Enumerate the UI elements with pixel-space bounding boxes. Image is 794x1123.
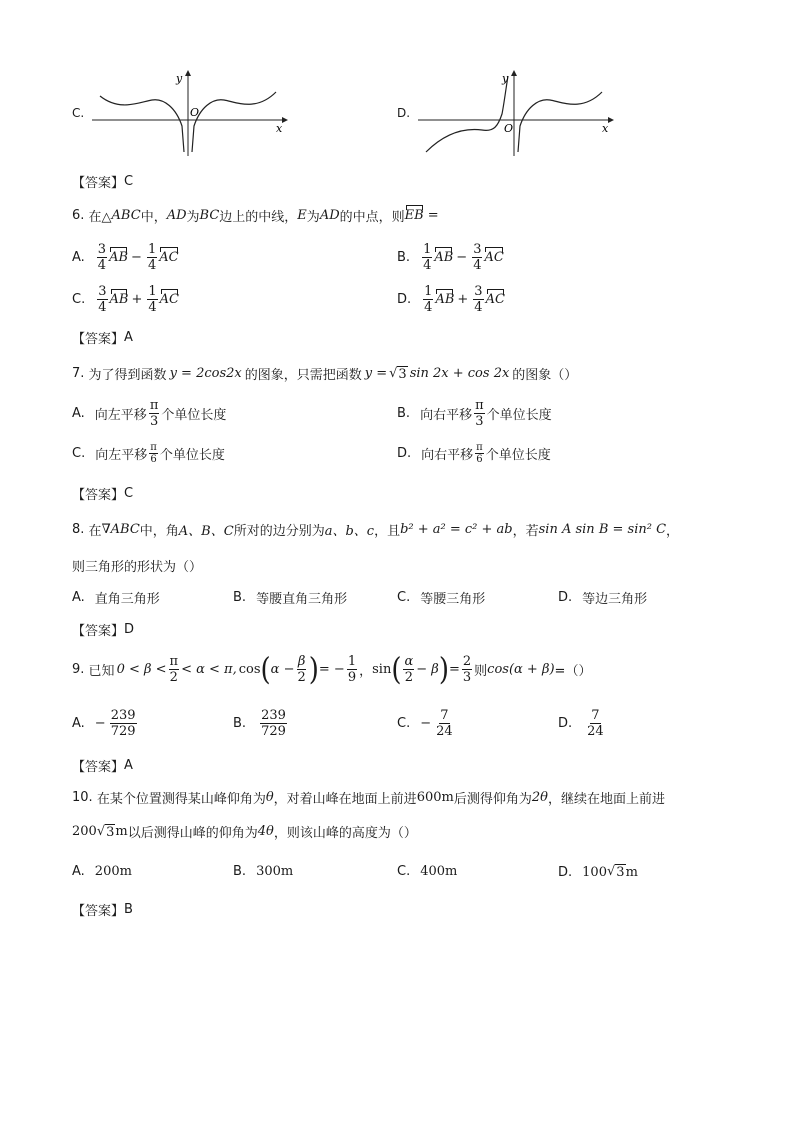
q10-unit: m bbox=[115, 824, 128, 839]
option-sqrt: √ 3 bbox=[606, 864, 625, 880]
frac-den: 6 bbox=[476, 454, 483, 465]
option-vector: AC bbox=[159, 292, 179, 307]
option-fraction bbox=[147, 242, 157, 273]
option-fraction bbox=[473, 284, 483, 315]
q10-text: 后测得仰角为 bbox=[453, 792, 532, 807]
option-operator: − bbox=[456, 250, 468, 265]
q10-sqrt-radicand: 3 bbox=[106, 824, 115, 840]
q6-text: 中， bbox=[140, 210, 167, 225]
option-d-label: D. bbox=[397, 106, 411, 120]
option-label: D. bbox=[558, 864, 573, 880]
option-fraction bbox=[149, 398, 160, 429]
frac-num: 239 bbox=[261, 708, 286, 723]
graph-c-x-label: x bbox=[276, 122, 283, 135]
q7-text: 的图象（） bbox=[512, 368, 578, 383]
q9-option-b[interactable] bbox=[233, 708, 289, 739]
answer-q6 bbox=[72, 328, 133, 347]
option-c-label: C. bbox=[72, 106, 85, 120]
q6-segment: AD bbox=[166, 208, 187, 223]
frac-den: 24 bbox=[587, 724, 604, 739]
frac-den: 9 bbox=[347, 670, 357, 685]
q6-text: 在△ bbox=[88, 210, 112, 225]
answer-q10 bbox=[72, 900, 133, 919]
option-fraction bbox=[149, 442, 158, 465]
option-operator: + bbox=[457, 292, 469, 307]
question-6 bbox=[72, 206, 439, 225]
frac-num: 1 bbox=[148, 284, 157, 299]
graph-d-curve-right bbox=[518, 92, 602, 152]
graph-c-x-arrow bbox=[282, 117, 288, 123]
question-7 bbox=[72, 364, 577, 383]
question-number: 7. bbox=[72, 366, 85, 381]
answer-q5 bbox=[72, 172, 133, 191]
q7-function-2: sin 2x + cos 2x bbox=[409, 366, 510, 381]
q10-four-theta: 4θ bbox=[257, 824, 274, 839]
option-fraction bbox=[586, 708, 605, 739]
frac-den: 3 bbox=[475, 414, 484, 429]
q10-text: 在某个位置测得某山峰仰角为 bbox=[96, 792, 266, 807]
q7-text: 的图象，只需把函数 bbox=[244, 368, 362, 383]
frac-num: α bbox=[404, 654, 414, 669]
q10-text: ，对着山峰在地面上前进 bbox=[273, 792, 417, 807]
q9-option-c[interactable] bbox=[397, 708, 456, 739]
q8-line-2: 则三角形的形状为（） bbox=[72, 560, 203, 575]
answer-q8 bbox=[72, 620, 134, 639]
option-label: B. bbox=[233, 590, 247, 605]
option-text: 200m bbox=[94, 864, 132, 879]
option-label: C. bbox=[397, 716, 411, 731]
option-operator: + bbox=[131, 292, 143, 307]
answer-value: A bbox=[124, 330, 133, 345]
q9-frac-1-9 bbox=[347, 654, 357, 685]
q6-option-c[interactable] bbox=[72, 284, 179, 315]
option-vector: AC bbox=[484, 250, 504, 265]
option-text: 100 bbox=[582, 864, 607, 880]
option-fraction bbox=[147, 284, 157, 315]
frac-den: 6 bbox=[150, 454, 157, 465]
q6-option-a[interactable] bbox=[72, 242, 179, 273]
q9-sin: sin bbox=[372, 662, 392, 677]
frac-num: 1 bbox=[147, 242, 157, 257]
option-operator: − bbox=[131, 250, 142, 265]
q8-equation-1: b² + a² = c² + ab bbox=[400, 522, 513, 537]
option-fraction bbox=[423, 284, 433, 315]
option-label: B. bbox=[233, 716, 247, 731]
option-text: 直角三角形 bbox=[94, 592, 160, 607]
q9-condition: 0 < β < bbox=[116, 662, 167, 677]
frac-num: 1 bbox=[424, 284, 433, 299]
option-fraction bbox=[435, 708, 454, 739]
option-unit: m bbox=[625, 864, 638, 880]
option-vector: AC bbox=[159, 250, 179, 265]
answer-value: D bbox=[124, 622, 135, 637]
frac-den: 24 bbox=[436, 724, 453, 739]
option-text: 300m bbox=[256, 864, 294, 879]
q8-text: ，且 bbox=[374, 524, 401, 539]
frac-den: 2 bbox=[169, 670, 178, 685]
frac-num: 2 bbox=[462, 654, 472, 669]
graph-c-y-arrow bbox=[185, 70, 191, 76]
option-label: A. bbox=[72, 864, 85, 879]
q8-text: 所对的边分别为 bbox=[233, 524, 325, 539]
q9-cos: cos bbox=[238, 662, 261, 677]
q9-text: 则 bbox=[474, 664, 488, 679]
answer-value: C bbox=[124, 174, 134, 189]
answer-tag: 【答案】 bbox=[72, 904, 125, 919]
option-label: A. bbox=[72, 590, 85, 605]
frac-den: 4 bbox=[423, 258, 432, 273]
q9-text: 已知 bbox=[88, 664, 115, 679]
q6-segment: BC bbox=[199, 208, 220, 223]
answer-value: B bbox=[124, 902, 133, 917]
q7-sqrt-radicand: 3 bbox=[398, 366, 407, 382]
frac-den: 3 bbox=[149, 414, 159, 429]
option-text: 向左平移 bbox=[94, 408, 147, 423]
q8-option-d[interactable] bbox=[558, 588, 647, 607]
option-fraction bbox=[97, 284, 107, 315]
option-vector: AB bbox=[435, 292, 455, 307]
graph-d-curve-left bbox=[426, 76, 508, 152]
option-text: 个单位长度 bbox=[485, 448, 551, 463]
q10-distance-2: 200 bbox=[72, 824, 97, 839]
q10-theta: θ bbox=[265, 790, 274, 805]
option-label: C. bbox=[72, 446, 86, 461]
q7-option-d[interactable] bbox=[397, 442, 551, 465]
frac-num: 3 bbox=[474, 284, 483, 299]
q9-minus-beta: − β bbox=[416, 662, 439, 677]
q8-option-a[interactable] bbox=[72, 588, 160, 607]
q8-angles: A、B、C bbox=[178, 524, 234, 539]
answer-q7 bbox=[72, 484, 133, 503]
frac-den: 2 bbox=[297, 670, 306, 685]
graph-d-x-arrow bbox=[608, 117, 614, 123]
frac-den: 2 bbox=[404, 670, 414, 685]
option-text: 个单位长度 bbox=[486, 408, 552, 423]
graph-d-y-label: y bbox=[502, 72, 509, 85]
option-sign: − bbox=[94, 716, 106, 731]
q10-option-d[interactable] bbox=[558, 864, 638, 880]
q9-condition: < α < π, bbox=[181, 662, 237, 677]
answer-q9 bbox=[72, 756, 133, 775]
option-text: 向左平移 bbox=[95, 448, 148, 463]
q10-text: ，继续在地面上前进 bbox=[547, 792, 665, 807]
option-label: A. bbox=[72, 250, 85, 265]
answer-value: C bbox=[124, 486, 134, 501]
q8-equation-2: sin A sin B = sin² C bbox=[538, 522, 667, 537]
q10-option-a[interactable] bbox=[72, 864, 132, 879]
option-sqrt-radicand: 3 bbox=[616, 865, 625, 880]
frac-num: 1 bbox=[347, 654, 357, 669]
q9-option-d[interactable] bbox=[558, 708, 607, 739]
q6-equals: = bbox=[427, 208, 439, 223]
frac-den: 4 bbox=[147, 258, 157, 273]
option-sign: − bbox=[420, 716, 432, 731]
option-text: 等腰三角形 bbox=[420, 592, 486, 607]
q8-text: 在 bbox=[88, 524, 102, 539]
option-fraction bbox=[97, 242, 107, 273]
q6-text: 的中点，则 bbox=[339, 210, 405, 225]
q8-option-b[interactable] bbox=[233, 588, 347, 607]
frac-num: 7 bbox=[591, 708, 600, 723]
graph-c-y-label: y bbox=[176, 72, 183, 85]
frac-den: 3 bbox=[462, 670, 472, 685]
answer-value: A bbox=[124, 758, 133, 773]
q9-paren-open: ( bbox=[260, 651, 271, 688]
option-label: B. bbox=[397, 406, 411, 421]
answer-tag: 【答案】 bbox=[72, 332, 125, 347]
q9-paren-close: ) bbox=[438, 651, 449, 688]
option-fraction bbox=[260, 708, 287, 739]
option-label: A. bbox=[72, 406, 85, 421]
frac-num: β bbox=[297, 654, 306, 669]
q8-text: ， bbox=[666, 524, 680, 539]
option-label: C. bbox=[397, 864, 411, 879]
q10-distance-1: 600m bbox=[416, 790, 454, 805]
frac-num: π bbox=[169, 654, 179, 669]
frac-num: π bbox=[475, 398, 484, 413]
q7-option-a[interactable] bbox=[72, 398, 226, 429]
frac-den: 4 bbox=[474, 300, 483, 315]
question-number: 8. bbox=[72, 522, 85, 537]
q7-function-2: y = bbox=[364, 366, 388, 381]
q6-text: 边上的中线， bbox=[219, 210, 298, 225]
graph-c-curve-right bbox=[192, 92, 276, 152]
q10-two-theta: 2θ bbox=[531, 790, 548, 805]
option-label: D. bbox=[558, 590, 573, 605]
option-label: C. bbox=[72, 292, 86, 307]
q8-text: ，若 bbox=[512, 524, 539, 539]
question-number: 9. bbox=[72, 662, 85, 677]
option-label: A. bbox=[72, 716, 85, 731]
q7-option-c[interactable] bbox=[72, 442, 225, 465]
q7-function-1: y = 2cos2x bbox=[169, 366, 242, 381]
q7-sqrt: √ 3 bbox=[389, 365, 407, 382]
option-text: 向右平移 bbox=[420, 408, 473, 423]
q9-paren-close: ) bbox=[308, 651, 319, 688]
option-text: 等边三角形 bbox=[582, 592, 648, 607]
q9-frac-2-3 bbox=[462, 654, 472, 685]
frac-num: 7 bbox=[440, 708, 449, 723]
q8-sides: a、b、c bbox=[324, 524, 375, 539]
q9-paren-open: ( bbox=[391, 651, 402, 688]
q9-alpha: α − bbox=[270, 662, 295, 677]
q9-equals: = − bbox=[318, 662, 345, 677]
q8-triangle: ∇ABC bbox=[101, 522, 140, 537]
q9-frac-beta-2 bbox=[296, 654, 306, 685]
frac-den: 729 bbox=[110, 724, 136, 739]
option-vector: AB bbox=[109, 250, 129, 265]
option-fraction bbox=[110, 708, 137, 739]
frac-den: 4 bbox=[424, 300, 433, 315]
frac-den: 4 bbox=[473, 258, 482, 273]
option-fraction bbox=[422, 242, 432, 273]
answer-tag: 【答案】 bbox=[72, 488, 125, 503]
q8-option-c[interactable] bbox=[397, 588, 485, 607]
option-text: 400m bbox=[420, 864, 458, 879]
option-text: 等腰直角三角形 bbox=[256, 592, 348, 607]
question-number: 10. bbox=[72, 790, 93, 805]
q9-equals: = bbox=[448, 662, 460, 677]
frac-num: π bbox=[149, 398, 159, 413]
question-10-line-2 bbox=[72, 822, 417, 841]
option-text: 个单位长度 bbox=[159, 448, 225, 463]
answer-tag: 【答案】 bbox=[72, 176, 125, 191]
q6-triangle: ABC bbox=[111, 208, 141, 223]
graph-d bbox=[416, 68, 616, 160]
frac-den: 4 bbox=[97, 258, 107, 273]
option-label: B. bbox=[397, 250, 411, 265]
question-8 bbox=[72, 520, 679, 539]
question-9 bbox=[72, 651, 592, 688]
frac-den: 729 bbox=[261, 724, 286, 739]
frac-num: 1 bbox=[423, 242, 432, 257]
option-text: 向右平移 bbox=[421, 448, 474, 463]
option-label: C. bbox=[397, 590, 411, 605]
q6-text: 为 bbox=[186, 210, 200, 225]
question-10 bbox=[72, 788, 665, 807]
q9-target: cos(α + β) bbox=[487, 662, 555, 677]
graph-d-origin: O bbox=[504, 122, 514, 135]
frac-den: 4 bbox=[148, 300, 157, 315]
q9-frac-pi-2 bbox=[169, 654, 180, 685]
option-label: B. bbox=[233, 864, 247, 879]
option-label: D. bbox=[397, 446, 412, 461]
q7-text: 为了得到函数 bbox=[88, 368, 167, 383]
frac-num: 239 bbox=[110, 708, 136, 723]
option-vector: AB bbox=[109, 292, 129, 307]
q10-sqrt: √ 3 bbox=[96, 823, 115, 840]
option-fraction bbox=[472, 242, 482, 273]
q9-comma: ， bbox=[359, 664, 373, 679]
option-fraction bbox=[474, 398, 485, 429]
frac-num: 3 bbox=[473, 242, 482, 257]
q6-option-d[interactable] bbox=[397, 284, 505, 315]
q7-option-b[interactable] bbox=[397, 398, 552, 429]
q6-segment: AD bbox=[319, 208, 340, 223]
q10-text: ，则该山峰的高度为（） bbox=[273, 826, 417, 841]
answer-tag: 【答案】 bbox=[72, 624, 125, 639]
q9-text: =（） bbox=[554, 664, 592, 679]
graph-d-y-arrow bbox=[511, 70, 517, 76]
q6-option-b[interactable] bbox=[397, 242, 504, 273]
frac-num: π bbox=[476, 442, 483, 453]
q9-frac-alpha-2 bbox=[403, 654, 414, 685]
frac-num: 3 bbox=[97, 242, 107, 257]
question-number: 6. bbox=[72, 208, 85, 223]
graph-c-origin: O bbox=[190, 106, 200, 119]
graph-d-x-label: x bbox=[602, 122, 609, 135]
option-vector: AB bbox=[434, 250, 454, 265]
option-fraction bbox=[475, 442, 484, 465]
q6-text: 为 bbox=[306, 210, 320, 225]
frac-den: 4 bbox=[98, 300, 107, 315]
q10-option-c[interactable] bbox=[397, 864, 457, 879]
q10-option-b[interactable] bbox=[233, 864, 293, 879]
frac-num: 3 bbox=[98, 284, 107, 299]
q6-vector: EB bbox=[404, 208, 424, 223]
answer-tag: 【答案】 bbox=[72, 760, 125, 775]
frac-num: π bbox=[150, 442, 157, 453]
q6-point: E bbox=[297, 208, 307, 223]
option-vector: AC bbox=[485, 292, 505, 307]
option-label: D. bbox=[558, 716, 573, 731]
q8-text: 中，角 bbox=[139, 524, 179, 539]
q9-option-a[interactable] bbox=[72, 708, 139, 739]
option-text: 个单位长度 bbox=[161, 408, 227, 423]
graph-c-curve-left bbox=[100, 96, 184, 152]
q10-text: 以后测得山峰的仰角为 bbox=[127, 826, 258, 841]
graph-c bbox=[90, 68, 290, 160]
option-label: D. bbox=[397, 292, 412, 307]
